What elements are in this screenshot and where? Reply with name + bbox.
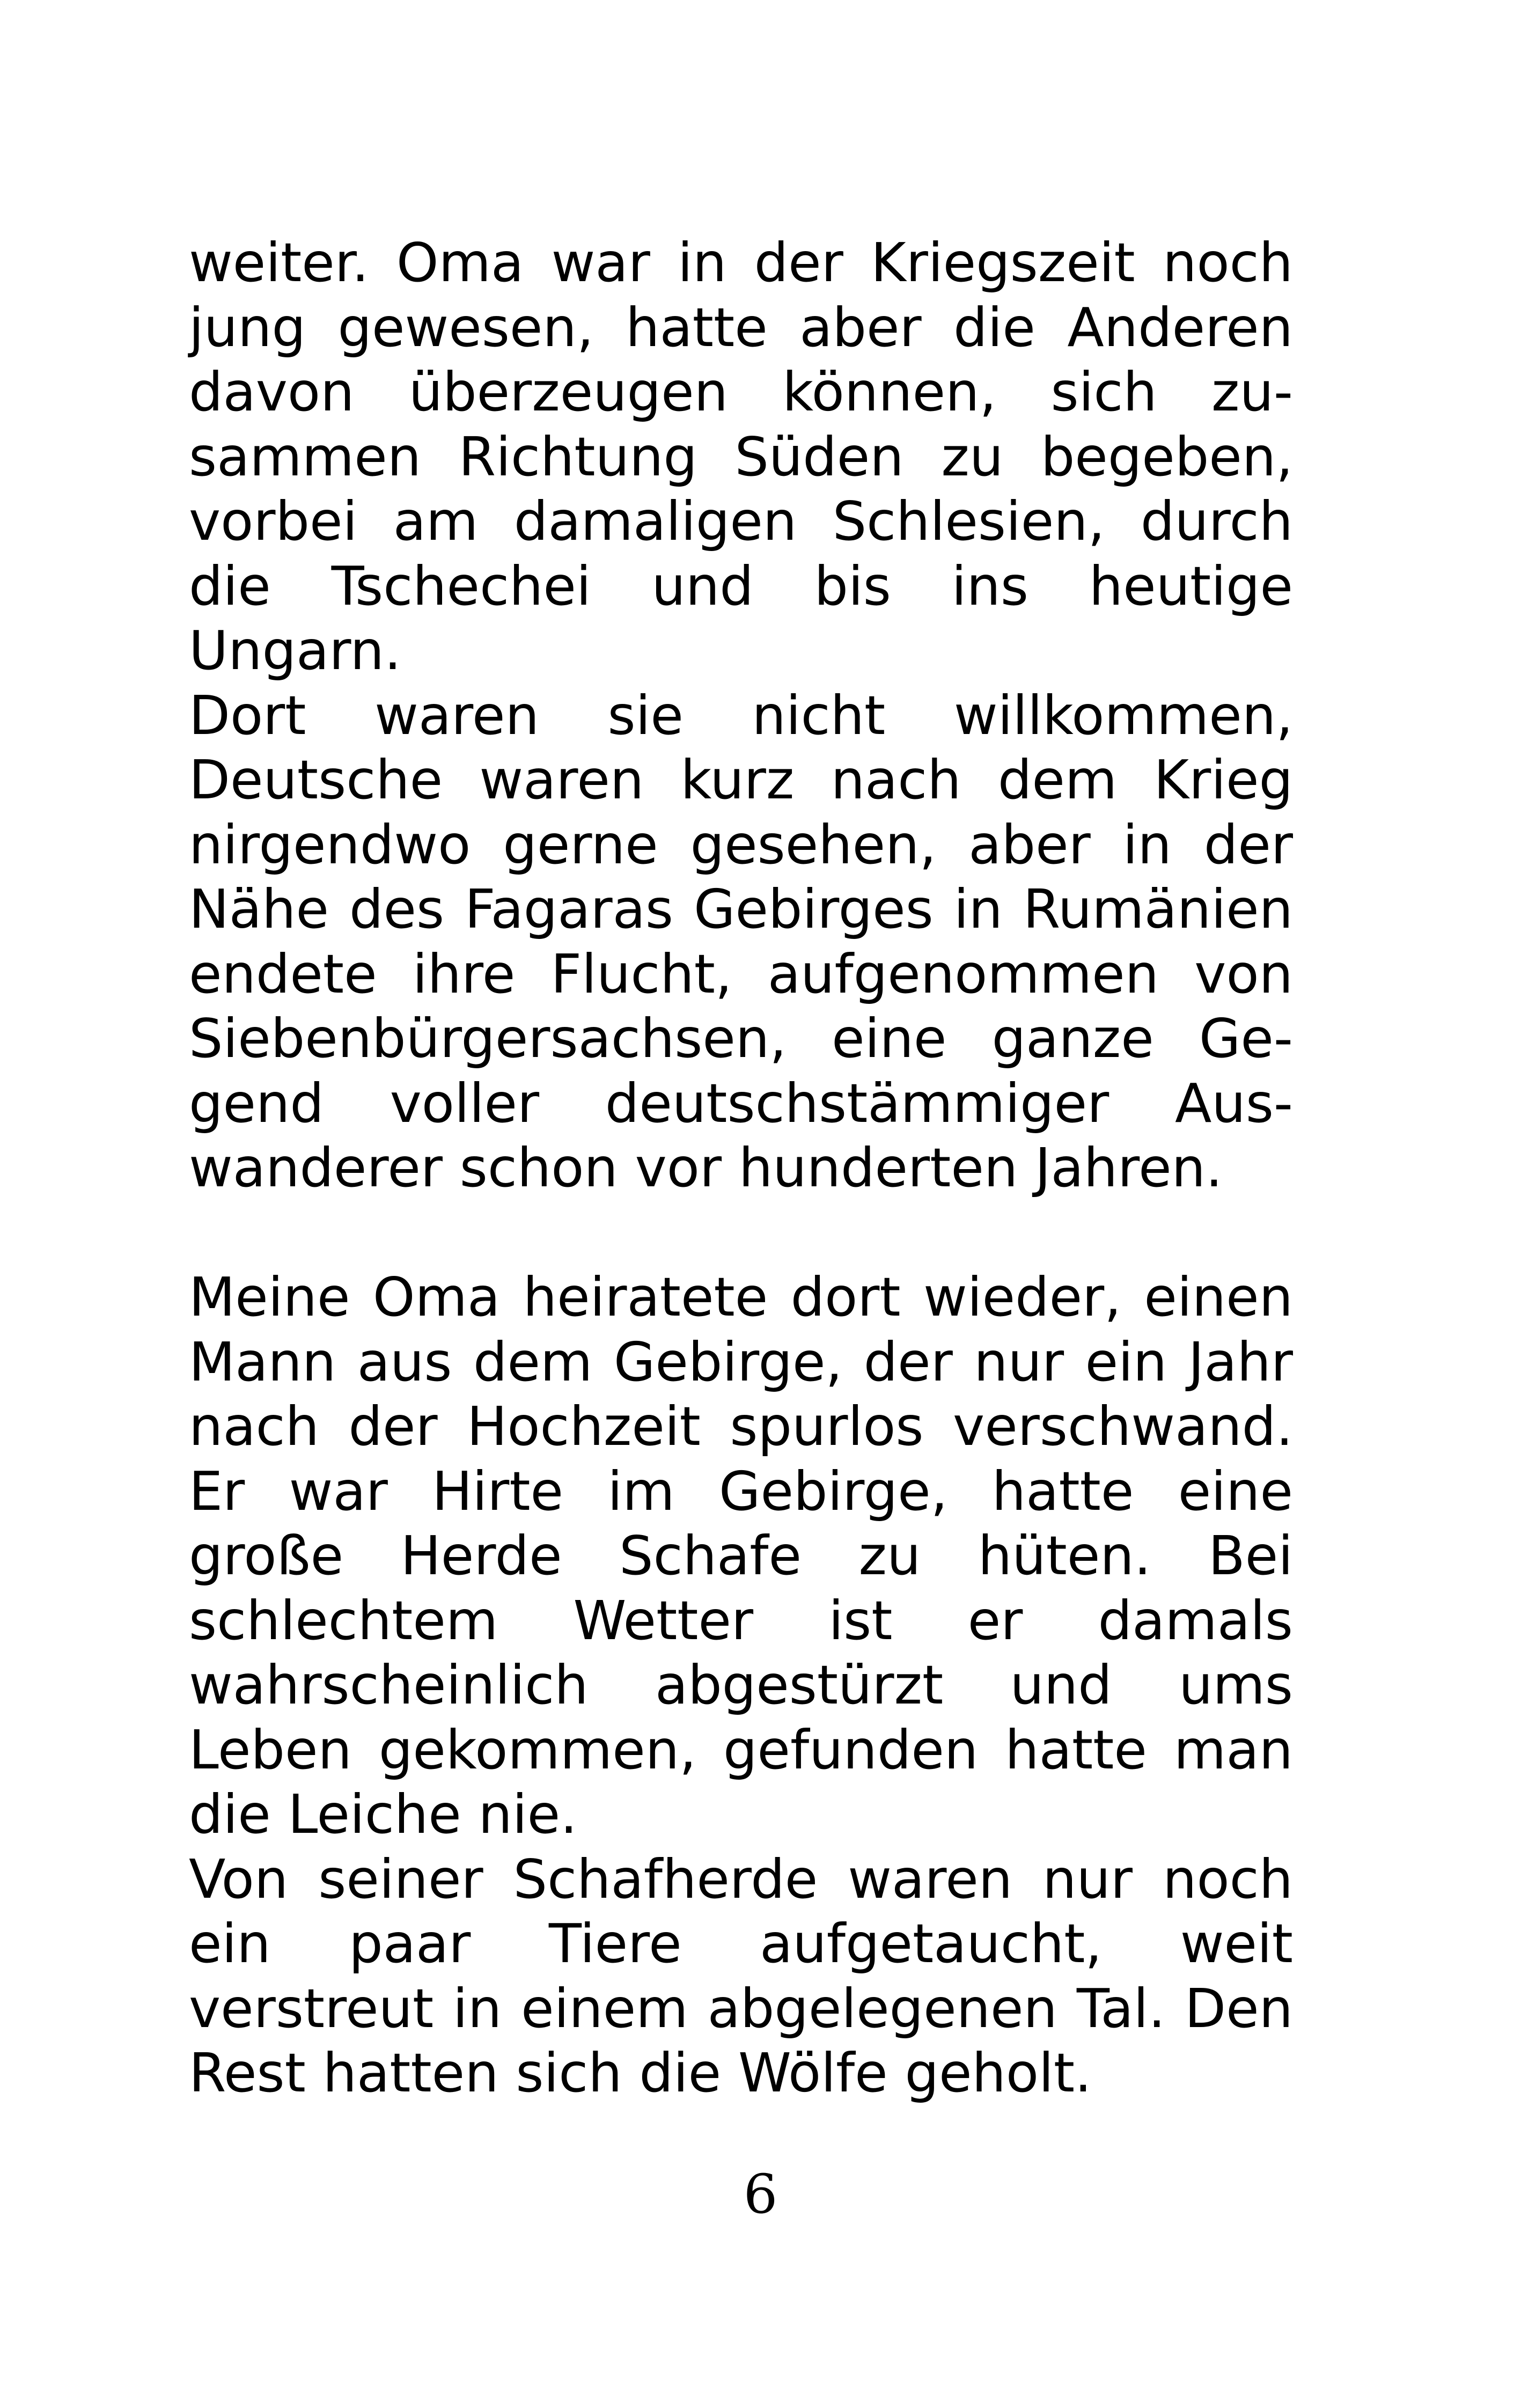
text-line: sammen Richtung Süden zu begeben, — [189, 425, 1293, 488]
paragraph — [189, 684, 1293, 1201]
text-line: wahrscheinlich abgestürzt und ums — [189, 1654, 1293, 1716]
text-line: vorbei am damaligen Schlesien, durch — [189, 490, 1293, 553]
text-line: Ungarn. — [189, 619, 401, 682]
page-number: 6 — [743, 2163, 778, 2226]
text-line: Nähe des Fagaras Gebirges in Rumänien — [189, 878, 1293, 941]
text-line: Meine Oma heiratete dort wieder, einen — [189, 1266, 1293, 1328]
text-line: davon überzeugen können, sich zu- — [189, 361, 1293, 423]
text-line: Mann aus dem Gebirge, der nur ein Jahr — [189, 1330, 1293, 1393]
text-line: gend voller deutschstämmiger Aus- — [189, 1071, 1293, 1135]
text-line: ein paar Tiere aufgetaucht, weit — [189, 1912, 1293, 1975]
text-line: schlechtem Wetter ist er damals — [189, 1589, 1293, 1652]
text-line: nach der Hochzeit spurlos verschwand. — [189, 1395, 1293, 1458]
text-line: Siebenbürgersachsen, eine ganze Ge- — [189, 1007, 1293, 1070]
text-line: endete ihre Flucht, aufgenommen von — [189, 942, 1293, 1005]
text-line: Deutsche waren kurz nach dem Krieg — [189, 748, 1293, 811]
text-line: Rest hatten sich die Wölfe geholt. — [189, 2042, 1092, 2104]
text-line: wanderer schon vor hunderten Jahren. — [189, 1136, 1223, 1199]
text-line: große Herde Schafe zu hüten. Bei — [189, 1524, 1293, 1587]
text-line: jung gewesen, hatte aber die Anderen — [189, 296, 1293, 359]
text-line: weiter. Oma war in der Kriegszeit noch — [189, 231, 1293, 294]
paragraph — [189, 1265, 1293, 1847]
text-line: Von seiner Schafherde waren nur noch — [189, 1847, 1293, 1911]
text-line: die Tschechei und bis ins heutige — [189, 554, 1293, 618]
paragraph — [189, 1847, 1293, 2106]
text-line: Leben gekommen, gefunden hatte man — [189, 1718, 1293, 1781]
text-line: Dort waren sie nicht willkommen, — [189, 684, 1293, 747]
paragraph-spacer — [189, 1201, 1293, 1266]
text-line: nirgendwo gerne gesehen, aber in der — [189, 813, 1293, 876]
body-text — [189, 231, 1293, 2106]
paragraph — [189, 231, 1293, 684]
text-line: verstreut in einem abgelegenen Tal. Den — [189, 1977, 1293, 2040]
text-line: die Leiche nie. — [189, 1783, 577, 1846]
text-line: Er war Hirte im Gebirge, hatte eine — [189, 1459, 1293, 1523]
